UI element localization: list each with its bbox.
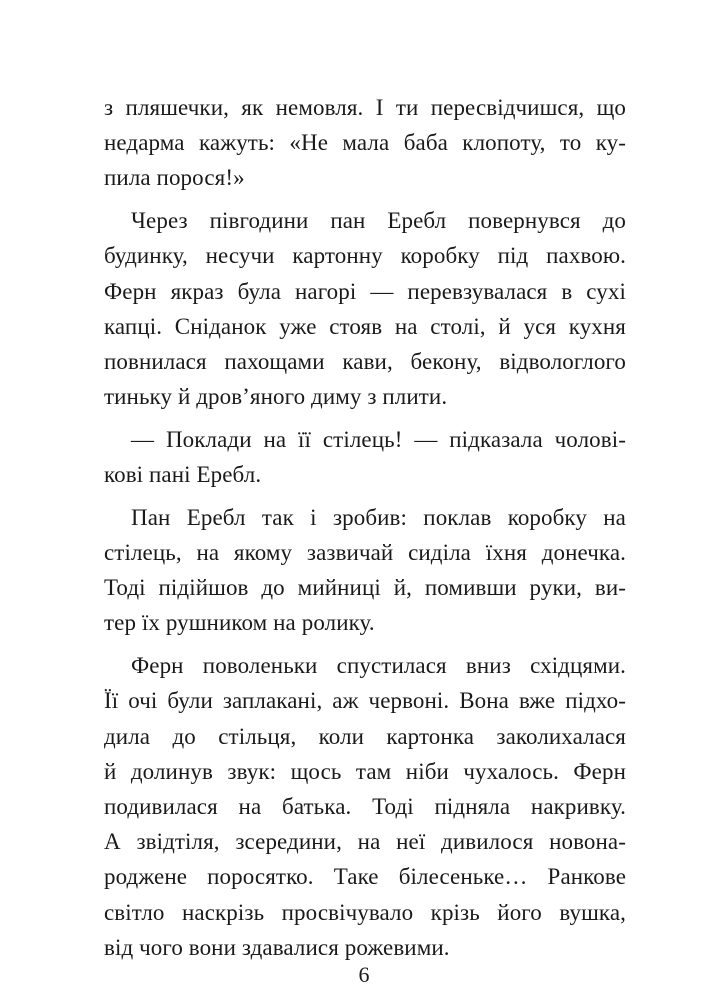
text-line: подивилася на батька. Тоді підняла накривку. xyxy=(104,793,626,819)
text-line: Тоді підійшов до мийниці й, помивши руки, ви- xyxy=(104,575,626,601)
text-line: пила порося!» xyxy=(104,165,245,191)
text-line: стілець, на якому зазвичай сиділа їхня донечка. xyxy=(104,540,626,566)
text-line: тиньку й дров’яного диму з плити. xyxy=(104,384,448,410)
text-line: Ферн якраз була нагорі — перевзувалася в сухі xyxy=(104,278,626,304)
text-line: Ферн поволеньки спустилася вниз східцями. xyxy=(131,653,626,679)
body-text xyxy=(104,90,626,965)
text-line: Її очі були заплакані, аж червоні. Вона вже підхо- xyxy=(104,688,626,714)
text-line: дила до стільця, коли картонка заколихалася xyxy=(104,723,626,749)
text-line: від чого вони здавалися рожевими. xyxy=(104,934,450,960)
text-line: з пляшечки, як немовля. І ти пересвідчишся, що xyxy=(104,95,626,120)
text-line: кові пані Еребл. xyxy=(104,462,262,488)
text-line: капці. Сніданок уже стояв на столі, й уся кухня xyxy=(104,313,626,339)
text-line: — Поклади на її стілець! — підказала чолові- xyxy=(131,426,626,452)
text-line: недарма кажуть: «Не мала баба клопоту, то ку- xyxy=(104,130,626,156)
text-line: повнилася пахощами кави, бекону, відвологлого xyxy=(104,348,626,374)
text-line: тер їх рушником на ролику. xyxy=(104,610,375,636)
page-number: 6 xyxy=(358,962,370,987)
text-line: роджене поросятко. Таке білесеньке… Ранкове xyxy=(104,864,626,890)
text-line: Пан Еребл так і зробив: поклав коробку на xyxy=(131,504,626,530)
text-line: будинку, несучи картонну коробку під пахвою. xyxy=(104,243,626,269)
text-line: Через півгодини пан Еребл повернувся до xyxy=(131,208,626,234)
text-line: й долинув звук: щось там ніби чухалось. Ферн xyxy=(104,758,626,784)
text-line: А звідтіля, зсередини, на неї дивилося новона- xyxy=(104,829,626,855)
text-line: світло наскрізь просвічувало крізь його вушка, xyxy=(104,899,626,925)
